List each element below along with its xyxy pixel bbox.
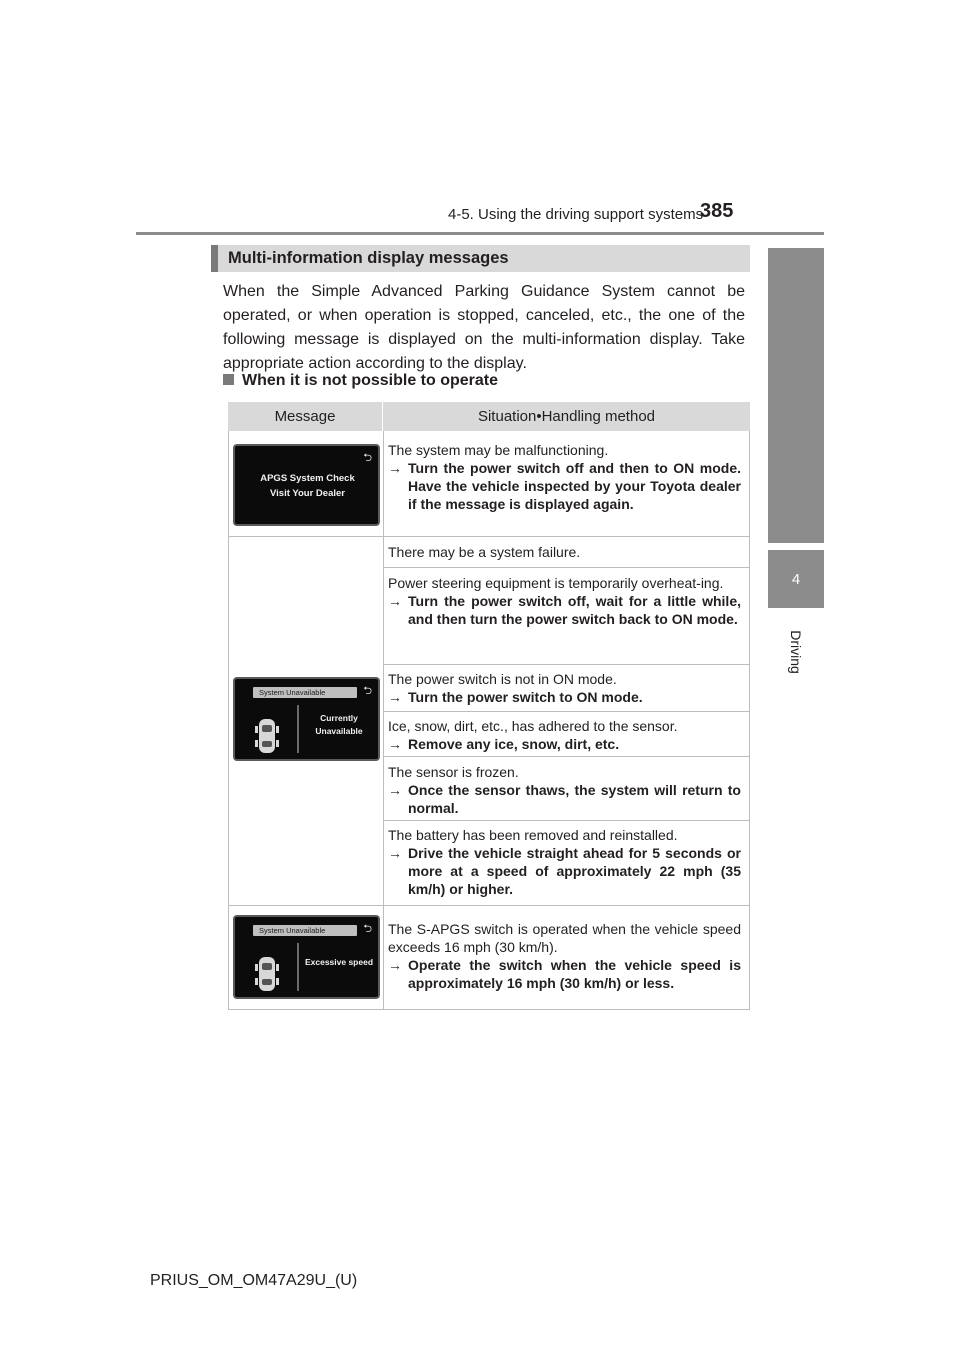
- screen-message-line1: Excessive speed: [304, 957, 374, 967]
- return-icon: ⮌: [363, 452, 372, 464]
- table-border-right: [749, 431, 750, 1010]
- arrow-right-icon: →: [388, 689, 402, 705]
- car-top-view-icon: [255, 717, 279, 755]
- return-icon: ⮌: [363, 923, 372, 935]
- table-border-bottom: [228, 1009, 750, 1010]
- table-row: There may be a system failure.: [388, 544, 581, 560]
- arrow-right-icon: →: [388, 460, 402, 476]
- message-table: [228, 402, 750, 1010]
- intro-paragraph: When the Simple Advanced Parking Guidance System cannot be operated, or when operation is stopped, canceled, etc., the one of the following message is displayed on the multi-information display. Take appropriate action according to the display.: [223, 283, 745, 372]
- screen-message-line1: Currently: [320, 713, 358, 723]
- header-rule: [136, 232, 824, 235]
- section-heading-bar: [211, 245, 750, 272]
- arrow-right-icon: →: [388, 593, 402, 609]
- display-screen-system-check: [233, 444, 380, 526]
- display-screen-currently-unavailable: [233, 677, 380, 761]
- row-divider: [228, 905, 750, 906]
- column-header-message: Message: [228, 402, 383, 431]
- screen-divider: [297, 943, 299, 991]
- chapter-label: Driving: [788, 630, 804, 674]
- table-row: The sensor is frozen. → Once the sensor thaws, the system will return to normal.: [388, 764, 741, 816]
- table-column-divider: [383, 431, 384, 1010]
- arrow-right-icon: →: [388, 736, 402, 752]
- row-divider: [383, 664, 750, 665]
- row-divider: [228, 536, 750, 537]
- arrow-right-icon: →: [388, 782, 402, 798]
- column-header-situation: Situation•Handling method: [383, 402, 750, 431]
- table-row: The power switch is not in ON mode. → Turn the power switch to ON mode.: [388, 671, 643, 705]
- table-border-left: [228, 431, 229, 1010]
- table-row: The system may be malfunctioning. → Turn the power switch off and then to ON mode. Have the vehicle inspected by your Toyota dealer if the message is displayed again.: [388, 442, 741, 512]
- table-row: Power steering equipment is temporarily overheat-ing. → Turn the power switch off, wait for a little while, and then turn the power switch back to ON mode.: [388, 575, 741, 627]
- row-divider: [383, 820, 750, 821]
- table-row: The S-APGS switch is operated when the vehicle speed exceeds 16 mph (30 km/h). → Operate the switch when the vehicle speed is approximately 16 mph (30 km/h) or less.: [388, 921, 741, 991]
- arrow-right-icon: →: [388, 845, 402, 861]
- page-number: 385: [700, 200, 734, 222]
- footer-doc-code: PRIUS_OM_OM47A29U_(U): [150, 1272, 358, 1289]
- row-divider: [383, 756, 750, 757]
- display-screen-excessive-speed: [233, 915, 380, 999]
- chapter-number-tab: 4: [768, 550, 824, 608]
- subheading: [223, 372, 498, 390]
- system-unavailable-chip: System Unavailable: [253, 925, 357, 936]
- arrow-right-icon: →: [388, 957, 402, 973]
- system-unavailable-chip: System Unavailable: [253, 687, 357, 698]
- header-section-title: 4-5. Using the driving support systems: [448, 206, 704, 223]
- table-row: Ice, snow, dirt, etc., has adhered to the sensor. → Remove any ice, snow, dirt, etc.: [388, 718, 678, 752]
- return-icon: ⮌: [363, 685, 372, 697]
- table-row: The battery has been removed and reinstalled. → Drive the vehicle straight ahead for 5 seconds or more at a speed of approximately 22 mph (35 km/h) or higher.: [388, 827, 741, 897]
- screen-message-line2: Visit Your Dealer: [270, 488, 345, 499]
- side-tab-bar: [768, 248, 824, 543]
- subheading-text: When it is not possible to operate: [242, 372, 499, 389]
- screen-message-line2: Unavailable: [315, 726, 363, 736]
- row-divider: [383, 567, 750, 568]
- row-divider: [383, 711, 750, 712]
- car-top-view-icon: [255, 955, 279, 993]
- screen-message-line1: APGS System Check: [260, 473, 355, 484]
- screen-divider: [297, 705, 299, 753]
- square-bullet-icon: [223, 374, 234, 385]
- section-heading: Multi-information display messages: [228, 249, 509, 267]
